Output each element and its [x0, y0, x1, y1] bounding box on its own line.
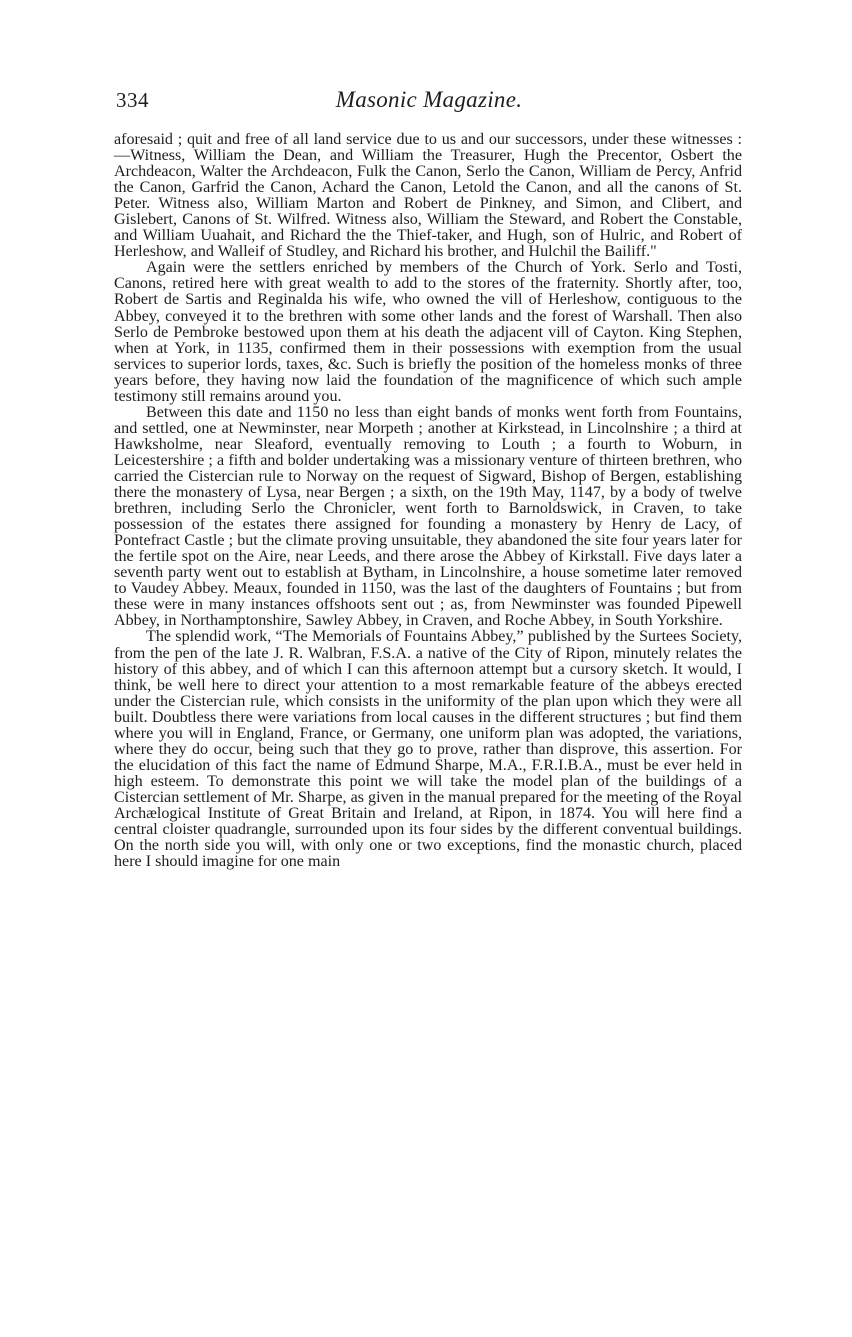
page-header: [116, 88, 742, 122]
page-number: 334: [116, 88, 149, 112]
paragraph-memorials-of-fountains: The splendid work, “The Memorials of Fountains Abbey,” published by the Surtees Society, from the pen of the late J. R. Walbran, F.S.A. a native of the City of Ripon, minutely relates the history of this abbey, and of which I can this afternoon attempt but a cursory sketch. It would, I think, be well here to direct your attention to a most remarkable feature of the abbeys erected under the Cistercian rule, which consists in the uniformity of the plan upon which they were all built. Doubtless there were variations from local causes in the different structures ; but find them where you will in England, France, or Germany, one uniform plan was adopted, the variations, where they do occur, being such that they go to prove, rather than disprove, this assertion. For the elucidation of this fact the name of Edmund Sharpe, M.A., F.R.I.B.A., must be ever held in high esteem. To demonstrate this point we will take the model plan of the buildings of a Cistercian settlement of Mr. Sharpe, as given in the manual prepared for the meeting of the Royal Archælogical Institute of Great Britain and Ireland, at Ripon, in 1874. You will here find a central cloister quadrangle, surrounded upon its four sides by the different conventual buildings. On the north side you will, with only one or two exceptions, find the monastic church, placed here I should imagine for one main: [114, 628, 742, 871]
paragraph-bands-of-monks: Between this date and 1150 no less than eight bands of monks went forth from Fountains, and settled, one at Newminster, near Morpeth ; another at Kirkstead, in Lincolnshire ; a third at Hawksholme, near Sleaford, eventually removing to Louth ; a fourth to Woburn, in Leicestershire ; a fifth and bolder undertaking was a missionary venture of thirteen brethren, who carried the Cistercian rule to Norway on the request of Sigward, Bishop of Bergen, establishing there the monastery of Lysa, near Bergen ; a sixth, on the 19th May, 1147, by a body of twelve brethren, including Serlo the Chronicler, went forth to Barnoldswick, in Craven, to take possession of the estates there assigned for founding a monastery by Henry de Lacy, of Pontefract Castle ; but the climate proving unsuitable, they abandoned the site four years later for the fertile spot on the Aire, near Leeds, and there arose the Abbey of Kirkstall. Five days later a seventh party went out to establish at Bytham, in Lincolnshire, a house sometime later removed to Vaudey Abbey. Meaux, founded in 1150, was the last of the daughters of Fountains ; but from these were in many instances offshoots sent out ; as, from Newminster was founded Pipewell Abbey, in Northamptonshire, Sawley Abbey, in Craven, and Roche Abbey, in South Yorkshire.: [114, 403, 742, 630]
paragraph-settlers-enriched: Again were the settlers enriched by members of the Church of York. Serlo and Tosti, Canons, retired here with great wealth to add to the stores of the fraternity. Shortly after, too, Robert de Sartis and Reginalda his wife, who owned the vill of Herleshow, contiguous to the Abbey, conveyed it to the brethren with some other lands and the forest of Warshall. Then also Serlo de Pembroke bestowed upon them at his death the adjacent vill of Cayton. King Stephen, when at York, in 1135, confirmed them in their possessions with exemption from the usual services to superior lords, taxes, &c. Such is briefly the position of the homeless monks of three years before, they having now laid the foundation of the magnificence of which such ample testimony still remains around you.: [114, 259, 742, 405]
paragraph-charter-witnesses: aforesaid ; quit and free of all land service due to us and our successors, under these witnesses :—Witness, William the Dean, and William the Treasurer, Hugh the Precentor, Osbert the Archdeacon, Walter the Archdeacon, Fulk the Canon, Serlo the Canon, William de Percy, Anfrid the Canon, Garfrid the Canon, Achard the Canon, Letold the Canon, and all the canons of St. Peter. Witness also, William Marton and Robert de Pinkney, and Simon, and Clibert, and Gislebert, Canons of St. Wilfred. Witness also, William the Steward, and Robert the Constable, and William Uuahait, and Richard the the Thief-taker, and Hugh, son of Hulric, and Robert of Herleshow, and Walleif of Studley, and Richard his brother, and Hulchil the Bailiff.": [114, 131, 742, 261]
article-body: [114, 132, 742, 870]
running-title: Masonic Magazine.: [335, 87, 523, 112]
